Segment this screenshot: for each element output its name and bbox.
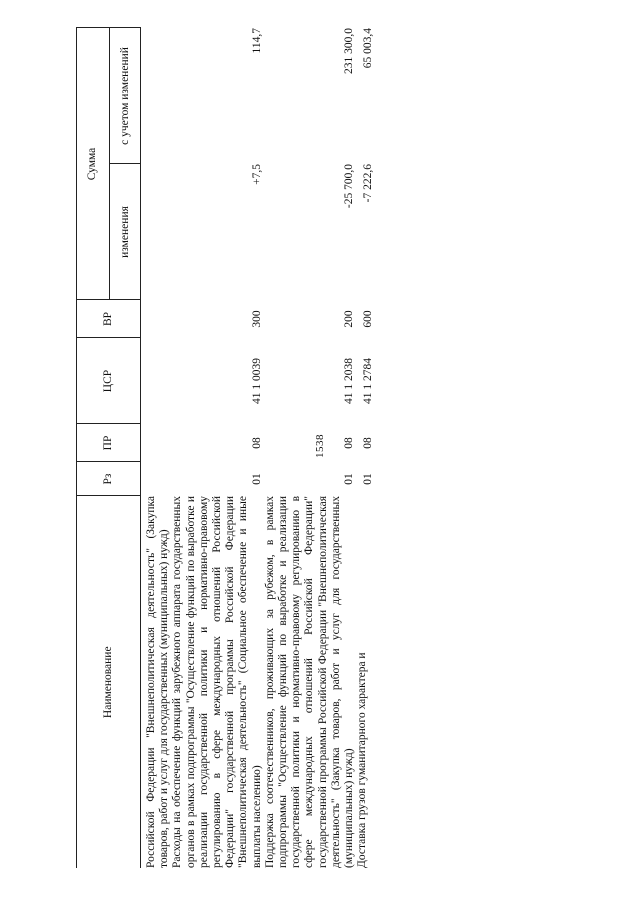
row-vr: 200 bbox=[343, 310, 356, 328]
row-with-change: 114,7 bbox=[250, 27, 263, 54]
row-vr: 300 bbox=[250, 310, 263, 328]
row-pr: 08 bbox=[362, 437, 375, 449]
row-change: -25 700,0 bbox=[343, 164, 356, 209]
row-name: Поддержка соотечественников, проживающих за рубежом, в рамках подпрограммы "Осуществление функций по выработке и реализации государственной политики и нормативно-правовому регулированию в сфере международных отношений Российской Федерации" государственной программы Российской Федерации "Внешнеполитическая деятельность" (Закупка товаров, работ и услуг для государственных (муниципальных) нужд) bbox=[263, 496, 356, 868]
row-change: -7 222,6 bbox=[362, 164, 375, 203]
row-rz: 01 bbox=[362, 473, 375, 485]
header-vr: ВР bbox=[77, 300, 141, 338]
row-name: Расходы на обеспечение функций зарубежного аппарата государственных органов в рамках подпрограммы "Осуществление функций по выработке и реализации государственной политики и нормативно-правовому регулированию в сфере международных отношений Российской Федерации" государственной программы Российской Федерации "Внешнеполитическая деятельность" (Социальное обеспечение и иные выплаты населению) bbox=[171, 496, 263, 868]
row-csr: 41 1 2038 bbox=[343, 358, 356, 404]
header-sum: Сумма bbox=[77, 28, 110, 300]
row-change bbox=[141, 164, 172, 300]
table-row bbox=[141, 28, 172, 868]
header-pr: ПР bbox=[77, 424, 141, 462]
row-with-change: 231 300,0 bbox=[343, 27, 356, 74]
row-rz: 01 bbox=[343, 473, 356, 485]
row-name: Российской Федерации "Внешнеполитическая деятельность" (Закупка товаров, работ и услуг для государственных (муниципальных) нужд) bbox=[145, 496, 171, 868]
row-pr: 08 bbox=[250, 437, 263, 449]
row-rz: 01 bbox=[250, 473, 263, 485]
row-with-change bbox=[141, 28, 172, 164]
row-name: Доставка грузов гуманитарного характера и bbox=[356, 652, 369, 868]
header-rz: Рз bbox=[77, 462, 141, 496]
header-with-change: с учетом изменений bbox=[110, 28, 141, 164]
row-rz bbox=[141, 462, 172, 496]
row-csr bbox=[141, 338, 172, 424]
row-pr: 08 bbox=[343, 437, 356, 449]
row-csr: 41 1 2784 bbox=[362, 358, 375, 404]
table-header bbox=[77, 28, 141, 868]
header-name: Наименование bbox=[77, 496, 141, 868]
table-row bbox=[356, 28, 375, 868]
rotated-table-container bbox=[76, 28, 566, 868]
table-row bbox=[264, 28, 356, 868]
row-vr: 600 bbox=[362, 310, 375, 328]
page-number-text: 1538 bbox=[314, 434, 326, 458]
header-change: изменения bbox=[110, 164, 141, 300]
row-change: +7,5 bbox=[250, 164, 263, 185]
budget-table bbox=[76, 27, 375, 868]
row-with-change: 65 003,4 bbox=[362, 27, 375, 69]
table-body bbox=[141, 28, 376, 868]
row-pr bbox=[141, 424, 172, 462]
header-csr: ЦСР bbox=[77, 338, 141, 424]
row-vr bbox=[141, 300, 172, 338]
table-row bbox=[171, 28, 263, 868]
row-csr: 41 1 0039 bbox=[250, 358, 263, 404]
